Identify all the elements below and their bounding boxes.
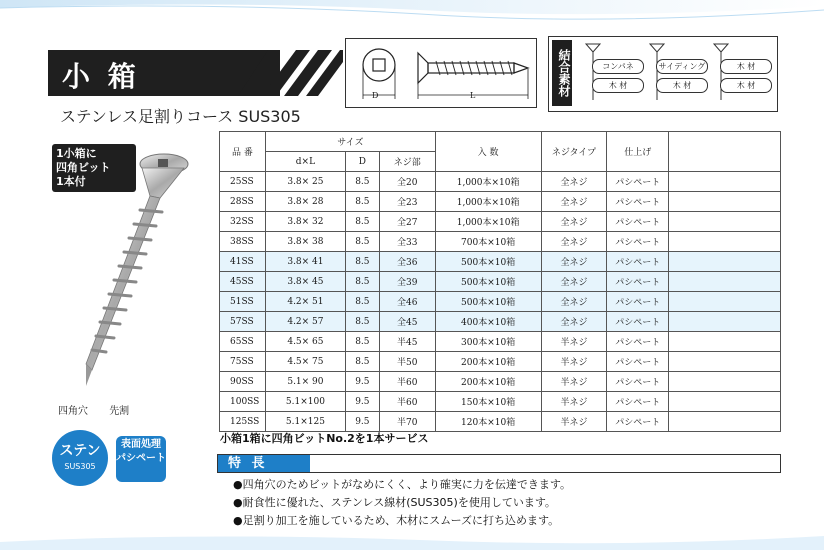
cell-quantity: 200本×10箱 xyxy=(435,372,541,392)
cell-part-number: 28SS xyxy=(220,192,266,212)
joint-pair-1-bottom: 木 材 xyxy=(592,78,644,93)
footer-wave-decoration xyxy=(0,528,824,550)
cell-diameter-length: 4.2× 51 xyxy=(265,292,345,312)
header-finish: 仕上げ xyxy=(607,132,669,172)
joint-pair-1-top: コンパネ xyxy=(592,59,644,74)
cell-head-diameter: 8.5 xyxy=(345,192,379,212)
joint-pair-2-top: サイディング xyxy=(656,59,708,74)
cell-thread-length: 全39 xyxy=(379,272,435,292)
cell-diameter-length: 3.8× 38 xyxy=(265,232,345,252)
page-title: 小 箱 xyxy=(62,60,140,93)
cell-quantity: 500本×10箱 xyxy=(435,272,541,292)
cell-blank xyxy=(669,272,781,292)
header-head-diameter: D xyxy=(345,152,379,172)
cell-thread-length: 全20 xyxy=(379,172,435,192)
cell-quantity: 200本×10箱 xyxy=(435,352,541,372)
cell-blank xyxy=(669,332,781,352)
cell-head-diameter: 8.5 xyxy=(345,312,379,332)
cell-part-number: 32SS xyxy=(220,212,266,232)
table-row xyxy=(220,172,781,192)
header-screw-type: ネジタイプ xyxy=(541,132,607,172)
cell-blank xyxy=(669,172,781,192)
cell-finish: パシペート xyxy=(607,232,669,252)
cell-blank xyxy=(669,372,781,392)
cell-finish: パシペート xyxy=(607,212,669,232)
cell-head-diameter: 8.5 xyxy=(345,232,379,252)
cell-screw-type: 半ネジ xyxy=(541,352,607,372)
table-row xyxy=(220,412,781,432)
cell-head-diameter: 9.5 xyxy=(345,392,379,412)
cell-quantity: 120本×10箱 xyxy=(435,412,541,432)
cell-part-number: 45SS xyxy=(220,272,266,292)
cell-screw-type: 全ネジ xyxy=(541,312,607,332)
cell-blank xyxy=(669,392,781,412)
cell-finish: パシペート xyxy=(607,252,669,272)
cell-head-diameter: 8.5 xyxy=(345,352,379,372)
cell-head-diameter: 9.5 xyxy=(345,412,379,432)
table-row xyxy=(220,212,781,232)
cell-head-diameter: 8.5 xyxy=(345,172,379,192)
cell-thread-length: 全45 xyxy=(379,312,435,332)
cell-part-number: 100SS xyxy=(220,392,266,412)
cell-quantity: 1,000本×10箱 xyxy=(435,212,541,232)
cell-quantity: 300本×10箱 xyxy=(435,332,541,352)
cell-thread-length: 半45 xyxy=(379,332,435,352)
cell-quantity: 1,000本×10箱 xyxy=(435,192,541,212)
cell-blank xyxy=(669,312,781,332)
feature-item: ●四角穴のためビットがなめにくく、より確実に力を伝達できます。 xyxy=(233,478,572,491)
caption-split-tip: 先割 xyxy=(109,406,130,417)
cell-finish: パシペート xyxy=(607,392,669,412)
note-line-3: 1本付 xyxy=(56,175,86,188)
cell-diameter-length: 4.2× 57 xyxy=(265,312,345,332)
header-size: サイズ xyxy=(265,132,435,152)
feature-item: ●耐食性に優れた、ステンレス線材(SUS305)を使用しています。 xyxy=(233,496,556,509)
cell-quantity: 400本×10箱 xyxy=(435,312,541,332)
cell-screw-type: 全ネジ xyxy=(541,192,607,212)
cell-part-number: 25SS xyxy=(220,172,266,192)
table-row xyxy=(220,352,781,372)
cell-blank xyxy=(669,212,781,232)
cell-screw-type: 半ネジ xyxy=(541,332,607,352)
cell-quantity: 150本×10箱 xyxy=(435,392,541,412)
cell-diameter-length: 5.1× 90 xyxy=(265,372,345,392)
cell-screw-type: 全ネジ xyxy=(541,272,607,292)
cell-part-number: 75SS xyxy=(220,352,266,372)
cell-diameter-length: 3.8× 25 xyxy=(265,172,345,192)
table-row xyxy=(220,392,781,412)
stainless-badge-main: ステン xyxy=(59,443,101,459)
note-line-1: 1小箱に xyxy=(56,147,97,160)
note-line-2: 四角ビット xyxy=(56,161,111,174)
cell-finish: パシペート xyxy=(607,352,669,372)
table-row xyxy=(220,272,781,292)
cell-screw-type: 全ネジ xyxy=(541,172,607,192)
cell-finish: パシペート xyxy=(607,172,669,192)
cell-blank xyxy=(669,412,781,432)
page-subtitle: ステンレス足割りコース SUS305 xyxy=(60,107,301,126)
table-row xyxy=(220,332,781,352)
cell-screw-type: 全ネジ xyxy=(541,252,607,272)
header-blank xyxy=(669,132,781,172)
surface-treatment-line-1: 表面処理 xyxy=(121,439,161,450)
cell-head-diameter: 8.5 xyxy=(345,252,379,272)
bit-included-note xyxy=(52,144,136,192)
cell-thread-length: 半50 xyxy=(379,352,435,372)
cell-diameter-length: 4.5× 75 xyxy=(265,352,345,372)
cell-thread-length: 全23 xyxy=(379,192,435,212)
header-quantity: 入 数 xyxy=(435,132,541,172)
cell-thread-length: 全33 xyxy=(379,232,435,252)
table-row xyxy=(220,372,781,392)
cell-diameter-length: 3.8× 41 xyxy=(265,252,345,272)
cell-screw-type: 半ネジ xyxy=(541,392,607,412)
cell-head-diameter: 9.5 xyxy=(345,372,379,392)
cell-screw-type: 半ネジ xyxy=(541,412,607,432)
cell-quantity: 700本×10箱 xyxy=(435,232,541,252)
cell-blank xyxy=(669,352,781,372)
joint-materials-label: 結合素材 xyxy=(552,40,572,106)
cell-thread-length: 半70 xyxy=(379,412,435,432)
screw-caption xyxy=(58,402,147,417)
cell-part-number: 90SS xyxy=(220,372,266,392)
joint-pair-2-bottom: 木 材 xyxy=(656,78,708,93)
cell-blank xyxy=(669,232,781,252)
cell-part-number: 51SS xyxy=(220,292,266,312)
table-row xyxy=(220,292,781,312)
cell-part-number: 41SS xyxy=(220,252,266,272)
features-heading: 特 長 xyxy=(218,455,310,472)
header-thread-length: ネジ部 xyxy=(379,152,435,172)
joint-pair-3-top: 木 材 xyxy=(720,59,772,74)
cell-diameter-length: 5.1×125 xyxy=(265,412,345,432)
table-row xyxy=(220,252,781,272)
cell-screw-type: 全ネジ xyxy=(541,292,607,312)
cell-thread-length: 半60 xyxy=(379,372,435,392)
cell-quantity: 1,000本×10箱 xyxy=(435,172,541,192)
cell-head-diameter: 8.5 xyxy=(345,332,379,352)
stainless-badge xyxy=(52,430,108,486)
cell-diameter-length: 3.8× 32 xyxy=(265,212,345,232)
cell-diameter-length: 3.8× 45 xyxy=(265,272,345,292)
cell-finish: パシペート xyxy=(607,312,669,332)
cell-finish: パシペート xyxy=(607,272,669,292)
title-stripes-decoration xyxy=(238,50,343,96)
header-part-number: 品 番 xyxy=(220,132,266,172)
cell-finish: パシペート xyxy=(607,412,669,432)
dimension-diagram xyxy=(345,38,537,108)
cell-quantity: 500本×10箱 xyxy=(435,292,541,312)
cell-screw-type: 全ネジ xyxy=(541,232,607,252)
bit-service-note: 小箱1箱に四角ビットNo.2を1本サービス xyxy=(220,432,429,445)
cell-thread-length: 半60 xyxy=(379,392,435,412)
feature-item: ●足割り加工を施しているため、木材にスムーズに打ち込めます。 xyxy=(233,514,560,527)
surface-treatment-badge xyxy=(116,436,166,482)
cell-head-diameter: 8.5 xyxy=(345,292,379,312)
table-row xyxy=(220,192,781,212)
header-diameter-length: d×L xyxy=(265,152,345,172)
table-row xyxy=(220,232,781,252)
joint-pair-3-bottom: 木 材 xyxy=(720,78,772,93)
cell-head-diameter: 8.5 xyxy=(345,272,379,292)
cell-part-number: 65SS xyxy=(220,332,266,352)
diagram-label-l: L xyxy=(470,91,476,100)
cell-finish: パシペート xyxy=(607,332,669,352)
cell-thread-length: 全36 xyxy=(379,252,435,272)
cell-finish: パシペート xyxy=(607,292,669,312)
cell-finish: パシペート xyxy=(607,192,669,212)
cell-screw-type: 半ネジ xyxy=(541,372,607,392)
cell-diameter-length: 5.1×100 xyxy=(265,392,345,412)
surface-treatment-line-2: パシペート xyxy=(116,453,166,464)
diagram-label-d: D xyxy=(372,91,379,100)
cell-diameter-length: 3.8× 28 xyxy=(265,192,345,212)
table-row xyxy=(220,312,781,332)
cell-screw-type: 全ネジ xyxy=(541,212,607,232)
cell-finish: パシペート xyxy=(607,372,669,392)
cell-quantity: 500本×10箱 xyxy=(435,252,541,272)
header-wave-decoration xyxy=(0,0,824,40)
cell-blank xyxy=(669,292,781,312)
cell-blank xyxy=(669,252,781,272)
cell-thread-length: 全27 xyxy=(379,212,435,232)
stainless-badge-sub: SUS305 xyxy=(64,462,96,471)
cell-part-number: 38SS xyxy=(220,232,266,252)
cell-thread-length: 全46 xyxy=(379,292,435,312)
cell-blank xyxy=(669,192,781,212)
cell-head-diameter: 8.5 xyxy=(345,212,379,232)
cell-part-number: 125SS xyxy=(220,412,266,432)
caption-square-hole: 四角穴 xyxy=(58,406,88,417)
spec-table xyxy=(219,131,781,432)
cell-part-number: 57SS xyxy=(220,312,266,332)
cell-diameter-length: 4.5× 65 xyxy=(265,332,345,352)
